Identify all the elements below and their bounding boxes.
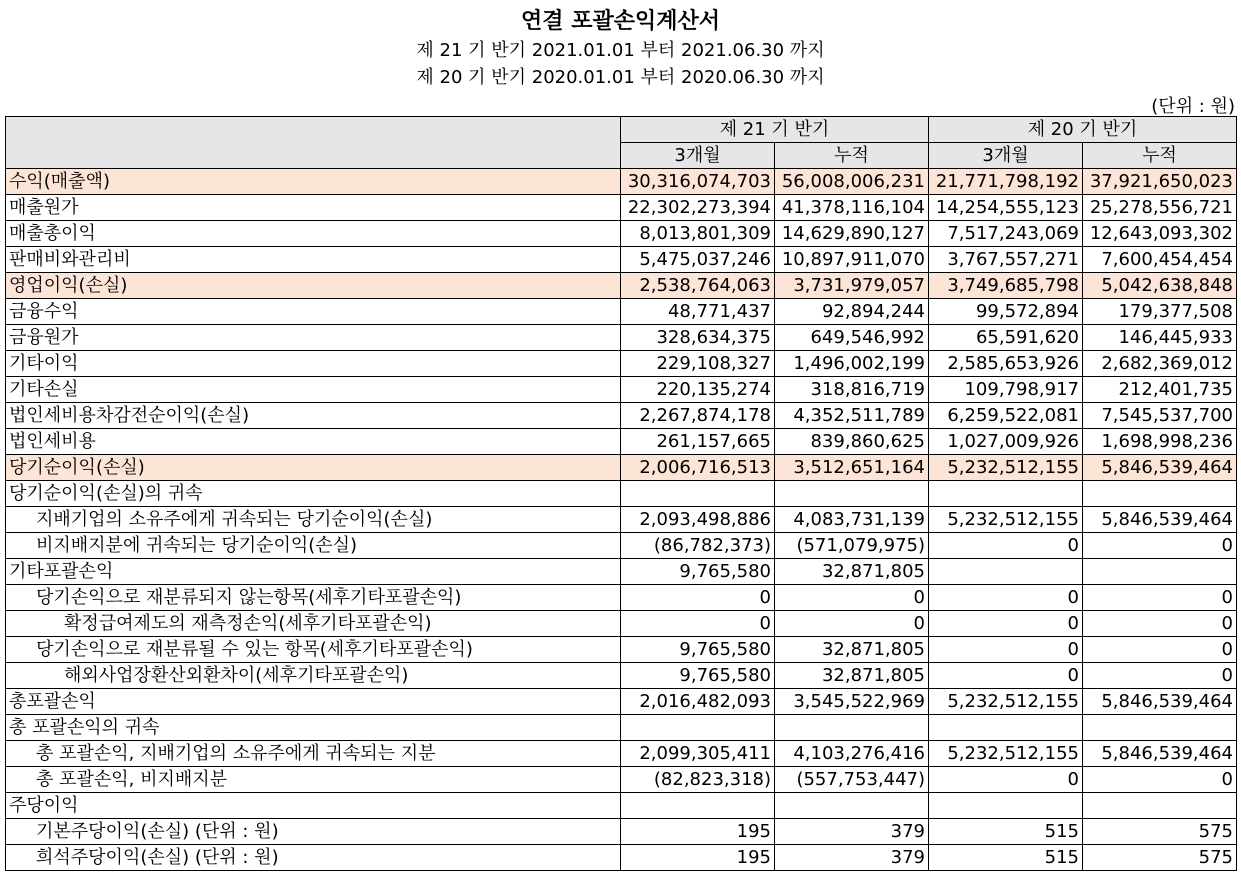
row-label: 당기손익으로 재분류되지 않는항목(세후기타포괄손익)	[6, 585, 621, 611]
value-cell: 5,846,539,464	[1083, 507, 1237, 533]
row-label: 총 포괄손익, 비지배지분	[6, 767, 621, 793]
value-cell: 0	[929, 611, 1083, 637]
row-label: 당기순이익(손실)	[6, 455, 621, 481]
value-cell: 32,871,805	[775, 559, 929, 585]
row-label: 금융수익	[6, 299, 621, 325]
value-cell: 2,006,716,513	[621, 455, 775, 481]
value-cell: 5,475,037,246	[621, 247, 775, 273]
value-cell	[1083, 793, 1237, 819]
value-cell: 649,546,992	[775, 325, 929, 351]
value-cell: 146,445,933	[1083, 325, 1237, 351]
row-label: 기타포괄손익	[6, 559, 621, 585]
value-cell: 2,267,874,178	[621, 403, 775, 429]
value-cell: 12,643,093,302	[1083, 221, 1237, 247]
row-label: 확정급여제도의 재측정손익(세후기타포괄손익)	[6, 611, 621, 637]
value-cell: 0	[621, 585, 775, 611]
table-row	[6, 767, 1237, 793]
row-label: 법인세비용	[6, 429, 621, 455]
period-prior: 제 20 기 반기 2020.01.01 부터 2020.06.30 까지	[416, 67, 825, 88]
value-cell: 2,538,764,063	[621, 273, 775, 299]
value-cell: 3,545,522,969	[775, 689, 929, 715]
value-cell: 179,377,508	[1083, 299, 1237, 325]
value-cell	[775, 481, 929, 507]
value-cell: 328,634,375	[621, 325, 775, 351]
value-cell: 0	[929, 585, 1083, 611]
value-cell: 229,108,327	[621, 351, 775, 377]
value-cell: 8,013,801,309	[621, 221, 775, 247]
value-cell	[929, 715, 1083, 741]
value-cell: 3,731,979,057	[775, 273, 929, 299]
period-current: 제 21 기 반기 2021.01.01 부터 2021.06.30 까지	[416, 40, 825, 61]
value-cell: 195	[621, 845, 775, 871]
value-cell: 0	[929, 637, 1083, 663]
value-cell: 2,093,498,886	[621, 507, 775, 533]
value-cell: 2,016,482,093	[621, 689, 775, 715]
row-label: 희석주당이익(손실) (단위 : 원)	[6, 845, 621, 871]
value-cell: 0	[1083, 663, 1237, 689]
value-cell: 5,846,539,464	[1083, 455, 1237, 481]
table-row	[6, 429, 1237, 455]
table-row	[6, 299, 1237, 325]
table-row	[6, 533, 1237, 559]
value-cell: 0	[929, 533, 1083, 559]
row-label: 영업이익(손실)	[6, 273, 621, 299]
value-cell: 0	[1083, 637, 1237, 663]
value-cell: 261,157,665	[621, 429, 775, 455]
table-row	[6, 559, 1237, 585]
value-cell: 0	[1083, 611, 1237, 637]
value-cell: 318,816,719	[775, 377, 929, 403]
table-row	[6, 741, 1237, 767]
row-label: 지배기업의 소유주에게 귀속되는 당기순이익(손실)	[6, 507, 621, 533]
row-label: 총 포괄손익의 귀속	[6, 715, 621, 741]
income-statement-table	[5, 116, 1237, 871]
value-cell	[775, 715, 929, 741]
value-cell	[929, 481, 1083, 507]
table-row	[6, 663, 1237, 689]
account-header	[6, 117, 621, 169]
value-cell: 5,846,539,464	[1083, 689, 1237, 715]
value-cell: 220,135,274	[621, 377, 775, 403]
value-cell: 3,749,685,798	[929, 273, 1083, 299]
value-cell: 3,512,651,164	[775, 455, 929, 481]
row-label: 당기순이익(손실)의 귀속	[6, 481, 621, 507]
value-cell: 515	[929, 819, 1083, 845]
value-cell: 4,352,511,789	[775, 403, 929, 429]
value-cell: 5,232,512,155	[929, 507, 1083, 533]
value-cell: 7,545,537,700	[1083, 403, 1237, 429]
value-cell: (82,823,318)	[621, 767, 775, 793]
value-cell: 1,496,002,199	[775, 351, 929, 377]
table-row	[6, 611, 1237, 637]
table-row	[6, 715, 1237, 741]
value-cell: 9,765,580	[621, 637, 775, 663]
table-row	[6, 585, 1237, 611]
row-label: 금융원가	[6, 325, 621, 351]
row-label: 기타손실	[6, 377, 621, 403]
value-cell	[621, 715, 775, 741]
table-row	[6, 637, 1237, 663]
table-row	[6, 455, 1237, 481]
value-cell: 575	[1083, 819, 1237, 845]
value-cell: 7,600,454,454	[1083, 247, 1237, 273]
value-cell: 3,767,557,271	[929, 247, 1083, 273]
value-cell: 56,008,006,231	[775, 169, 929, 195]
value-cell: 7,517,243,069	[929, 221, 1083, 247]
prior-three-month-header: 3개월	[929, 143, 1083, 169]
value-cell: 379	[775, 845, 929, 871]
value-cell: 21,771,798,192	[929, 169, 1083, 195]
value-cell: 2,682,369,012	[1083, 351, 1237, 377]
value-cell: 0	[775, 585, 929, 611]
document-title: 연결 포괄손익계산서	[521, 9, 720, 34]
value-cell	[621, 481, 775, 507]
table-row	[6, 351, 1237, 377]
row-label: 총포괄손익	[6, 689, 621, 715]
value-cell: 25,278,556,721	[1083, 195, 1237, 221]
value-cell: 5,232,512,155	[929, 689, 1083, 715]
row-label: 기타이익	[6, 351, 621, 377]
group-prior-header: 제 20 기 반기	[929, 117, 1237, 143]
value-cell: 10,897,911,070	[775, 247, 929, 273]
value-cell: 32,871,805	[775, 663, 929, 689]
value-cell: 5,042,638,848	[1083, 273, 1237, 299]
value-cell: 109,798,917	[929, 377, 1083, 403]
value-cell: 0	[929, 663, 1083, 689]
value-cell: 6,259,522,081	[929, 403, 1083, 429]
value-cell: 2,585,653,926	[929, 351, 1083, 377]
value-cell	[929, 793, 1083, 819]
current-three-month-header: 3개월	[621, 143, 775, 169]
table-row	[6, 325, 1237, 351]
value-cell: 65,591,620	[929, 325, 1083, 351]
value-cell: 379	[775, 819, 929, 845]
row-label: 비지배지분에 귀속되는 당기순이익(손실)	[6, 533, 621, 559]
table-row	[6, 273, 1237, 299]
unit-label: (단위 : 원)	[1151, 96, 1235, 117]
value-cell: 32,871,805	[775, 637, 929, 663]
table-row	[6, 507, 1237, 533]
value-cell: 4,103,276,416	[775, 741, 929, 767]
value-cell: 4,083,731,139	[775, 507, 929, 533]
table-row	[6, 221, 1237, 247]
row-label: 당기손익으로 재분류될 수 있는 항목(세후기타포괄손익)	[6, 637, 621, 663]
row-label: 주당이익	[6, 793, 621, 819]
current-cumulative-header: 누적	[775, 143, 929, 169]
value-cell	[775, 793, 929, 819]
value-cell: 99,572,894	[929, 299, 1083, 325]
table-row	[6, 169, 1237, 195]
table-row	[6, 793, 1237, 819]
value-cell: 515	[929, 845, 1083, 871]
row-label: 판매비와관리비	[6, 247, 621, 273]
row-label: 매출총이익	[6, 221, 621, 247]
value-cell: 1,698,998,236	[1083, 429, 1237, 455]
value-cell: 0	[775, 611, 929, 637]
value-cell: 14,629,890,127	[775, 221, 929, 247]
value-cell	[929, 559, 1083, 585]
value-cell	[1083, 559, 1237, 585]
row-label: 총 포괄손익, 지배기업의 소유주에게 귀속되는 지분	[6, 741, 621, 767]
prior-cumulative-header: 누적	[1083, 143, 1237, 169]
value-cell: 195	[621, 819, 775, 845]
value-cell: 0	[1083, 533, 1237, 559]
value-cell: 212,401,735	[1083, 377, 1237, 403]
table-row	[6, 195, 1237, 221]
value-cell: (86,782,373)	[621, 533, 775, 559]
table-row	[6, 689, 1237, 715]
table-row	[6, 819, 1237, 845]
table-row	[6, 377, 1237, 403]
value-cell: 575	[1083, 845, 1237, 871]
value-cell: 0	[929, 767, 1083, 793]
row-label: 수익(매출액)	[6, 169, 621, 195]
value-cell: 48,771,437	[621, 299, 775, 325]
value-cell: 92,894,244	[775, 299, 929, 325]
value-cell: (557,753,447)	[775, 767, 929, 793]
value-cell	[621, 793, 775, 819]
value-cell	[1083, 481, 1237, 507]
value-cell: 5,232,512,155	[929, 741, 1083, 767]
value-cell: 9,765,580	[621, 559, 775, 585]
row-label: 매출원가	[6, 195, 621, 221]
group-current-header: 제 21 기 반기	[621, 117, 929, 143]
table-row	[6, 403, 1237, 429]
value-cell: 30,316,074,703	[621, 169, 775, 195]
value-cell	[1083, 715, 1237, 741]
value-cell: 37,921,650,023	[1083, 169, 1237, 195]
value-cell: 2,099,305,411	[621, 741, 775, 767]
value-cell: 5,846,539,464	[1083, 741, 1237, 767]
value-cell: 0	[621, 611, 775, 637]
row-label: 법인세비용차감전순이익(손실)	[6, 403, 621, 429]
row-label: 해외사업장환산외환차이(세후기타포괄손익)	[6, 663, 621, 689]
value-cell: 0	[1083, 767, 1237, 793]
table-row	[6, 481, 1237, 507]
value-cell: 22,302,273,394	[621, 195, 775, 221]
value-cell: 14,254,555,123	[929, 195, 1083, 221]
row-label: 기본주당이익(손실) (단위 : 원)	[6, 819, 621, 845]
value-cell: 41,378,116,104	[775, 195, 929, 221]
table-body	[6, 169, 1237, 871]
table-row	[6, 845, 1237, 871]
table-row	[6, 247, 1237, 273]
value-cell: 0	[1083, 585, 1237, 611]
value-cell: (571,079,975)	[775, 533, 929, 559]
value-cell: 839,860,625	[775, 429, 929, 455]
value-cell: 1,027,009,926	[929, 429, 1083, 455]
value-cell: 5,232,512,155	[929, 455, 1083, 481]
value-cell: 9,765,580	[621, 663, 775, 689]
